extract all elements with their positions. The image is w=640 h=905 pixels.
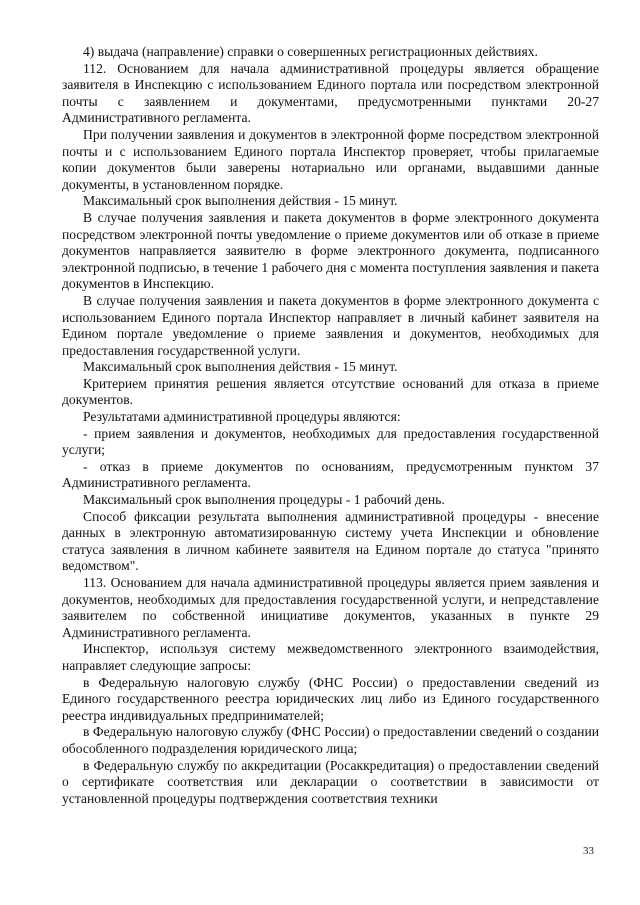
paragraph-request-rosaccreditation: в Федеральную службу по аккредитации (Росаккредитация) о предоставлении сведений о сертификате соответствия или декларации о соответствии в зависимости от установленной процедуры подтверждения соответствия техники [62,757,599,806]
paragraph-result-fixation: Способ фиксации результата выполнения административной процедуры - внесение данных в электронную автоматизированную систему учета Инспекции и обновление статуса заявления в личном кабинете заявителя на Едином портале до статуса "принято ведомством". [62,508,599,574]
document-page [62,44,599,807]
paragraph-request-fns-registry: в Федеральную налоговую службу (ФНС России) о предоставлении сведений из Единого государственного реестра юридических лиц либо из Единого государственного реестра индивидуальных предпринимателей; [62,674,599,723]
paragraph-item-4-issuance: 4) выдача (направление) справки о совершенных регистрационных действиях. [83,44,538,59]
paragraph-result-acceptance: - прием заявления и документов, необходимых для предоставления государственной услуги; [62,425,599,458]
paragraph-decision-criterion: Критерием принятия решения является отсутствие оснований для отказа в приеме документов. [62,375,599,408]
paragraph-results-heading: Результатами административной процедуры являются: [83,409,401,425]
paragraph-email-notification: В случае получения заявления и пакета документов в форме электронного документа посредством электронной почты уведомление о приеме документов или об отказе в приеме документов направляется заявителю в форме электронного документа, подписанного электронной подписью, в течение 1 рабочего дня с момента поступления заявления и пакета документов в Инспекцию. [62,209,599,292]
paragraph-request-fns-subdivision: в Федеральную налоговую службу (ФНС России) о предоставлении сведений о создании обособленного подразделения юридического лица; [62,724,599,756]
paragraph-result-refusal: - отказ в приеме документов по основаниям, предусмотренным пунктом 37 Административного регламента. [62,458,599,491]
paragraph-112-basis: 112. Основанием для начала административной процедуры является обращение заявителя в Инспекцию с использованием Единого портала или посредством электронной почты с заявлением и документами, предусмотренными пунктами 20-27 Административного регламента. [62,60,599,126]
paragraph-max-time-15-min-1: Максимальный срок выполнения действия - 15 минут. [83,193,398,209]
paragraph-max-time-1-day: Максимальный срок выполнения процедуры - 1 рабочий день. [83,492,445,508]
page-number: 33 [583,845,594,857]
paragraph-max-time-15-min-2: Максимальный срок выполнения действия - 15 минут. [83,359,398,375]
paragraph-inspector-requests: Инспектор, используя систему межведомственного электронного взаимодействия, направляет следующие запросы: [62,641,599,673]
paragraph-electronic-receipt-check: При получении заявления и документов в электронной форме посредством электронной почты и с использованием Единого портала Инспектор проверяет, чтобы прилагаемые копии документов были заверены нотариально или органами, выдавшими данные документы, в установленном порядке. [62,126,599,192]
paragraph-portal-notification: В случае получения заявления и пакета документов в форме электронного документа с использованием Единого портала Инспектор направляет в личный кабинет заявителя на Едином портале уведомление о приеме заявления и документов, необходимых для предоставления государственной услуги. [62,292,599,358]
paragraph-113-basis: 113. Основанием для начала административной процедуры является прием заявления и документов, необходимых для предоставления государственной услуги, и непредставление заявителем по собственной инициативе документов, указанных в пункте 29 Административного регламента. [62,575,599,640]
